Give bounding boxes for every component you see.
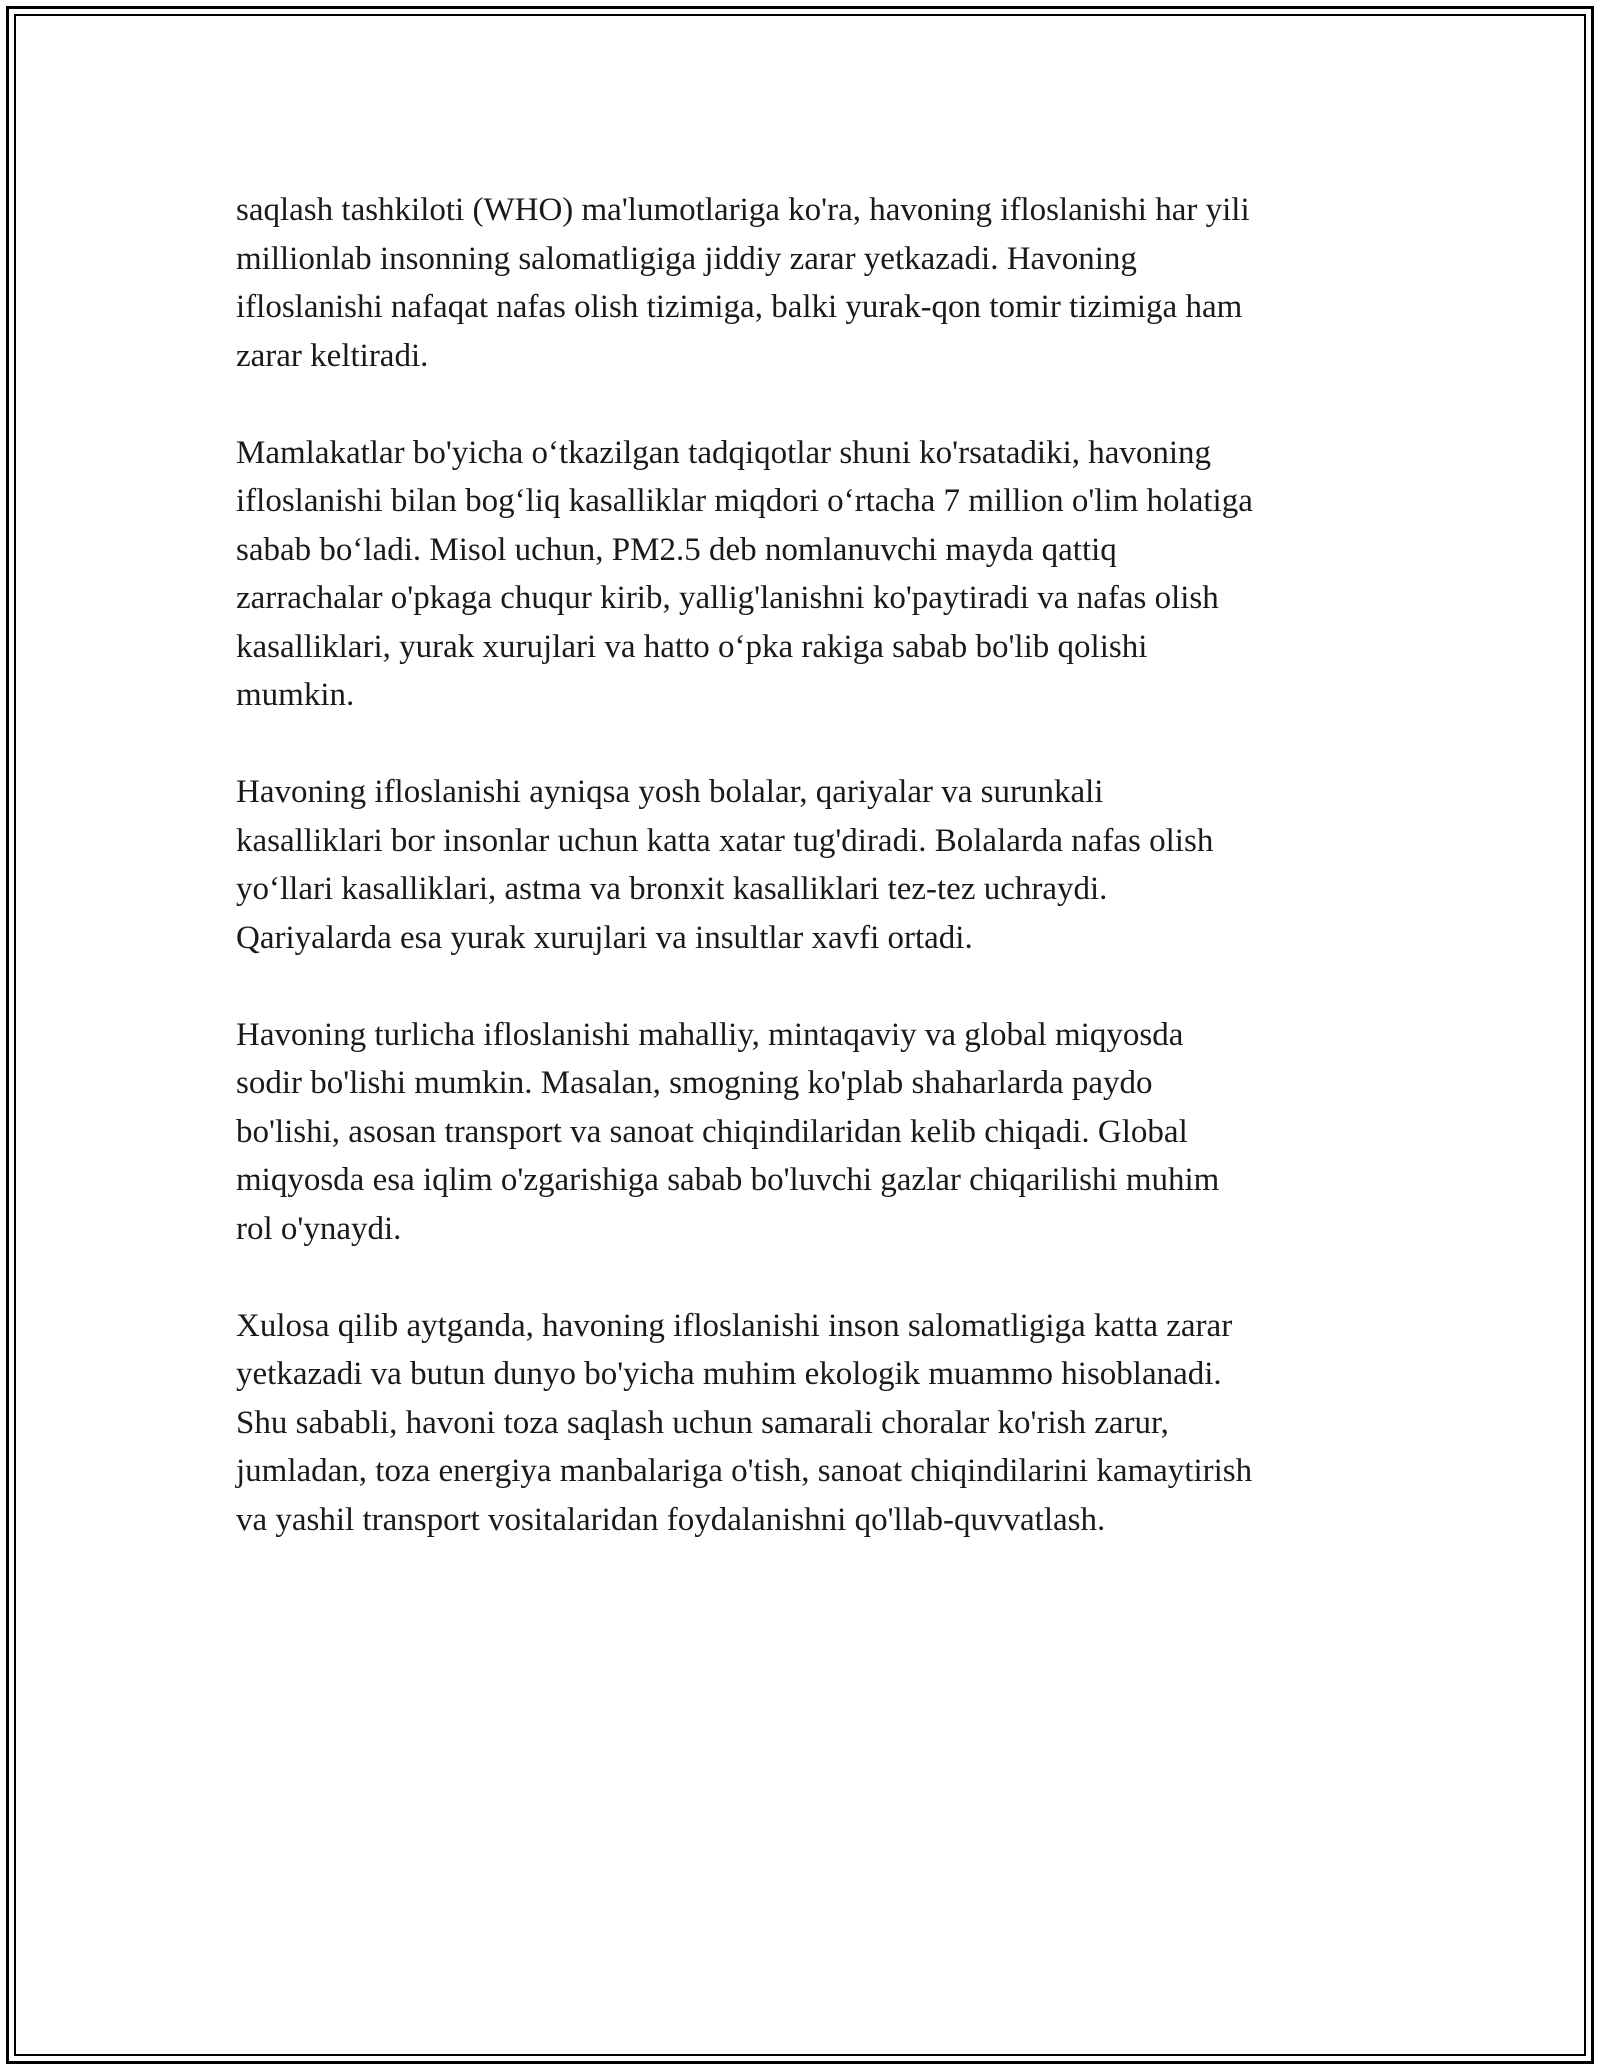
text-line: saqlash tashkiloti (WHO) ma'lumotlariga ko'ra, havoning ifloslanishi har yili (236, 192, 1250, 228)
text-line: kasalliklari, yurak xurujlari va hatto o‘pka rakiga sabab bo'lib qolishi (236, 628, 1148, 665)
text-line: zarar keltiradi. (236, 337, 429, 374)
paragraph (236, 1011, 1386, 1254)
text-line: yo‘llari kasalliklari, astma va bronxit kasalliklari tez-tez uchraydi. (236, 871, 1108, 907)
text-line: sabab bo‘ladi. Misol uchun, PM2.5 deb nomlanuvchi mayda qattiq (236, 531, 1117, 568)
text-line: Mamlakatlar bo'yicha o‘tkazilgan tadqiqotlar shuni ko'rsatadiki, havoning (236, 434, 1212, 471)
text-line: ifloslanishi nafaqat nafas olish tizimiga, balki yurak-qon tomir tizimiga ham (236, 289, 1243, 325)
text-line: Havoning ifloslanishi ayniqsa yosh bolalar, qariyalar va surunkali (236, 774, 1104, 810)
text-line: miqyosda esa iqlim o'zgarishiga sabab bo'luvchi gazlar chiqarilishi muhim (236, 1162, 1220, 1198)
text-line: yetkazadi va butun dunyo bo'yicha muhim ekologik muammo hisoblanadi. (236, 1356, 1222, 1392)
paragraph (236, 429, 1386, 720)
text-line: kasalliklari bor insonlar uchun katta xatar tug'diradi. Bolalarda nafas olish (236, 822, 1214, 859)
paragraph (236, 1302, 1386, 1545)
text-line: jumladan, toza energiya manbalariga o'tish, sanoat chiqindilarini kamaytirish (236, 1453, 1253, 1489)
text-line: Shu sababli, havoni toza saqlash uchun samarali choralar ko'rish zarur, (236, 1404, 1169, 1441)
text-line: millionlab insonning salomatligiga jiddiy zarar yetkazadi. Havoning (236, 240, 1137, 277)
paragraph (236, 186, 1386, 380)
text-line: Havoning turlicha ifloslanishi mahalliy, mintaqaviy va global miqyosda (236, 1016, 1184, 1053)
text-line: va yashil transport vositalaridan foydalanishni qo'llab-quvvatlash. (236, 1501, 1106, 1538)
text-line: sodir bo'lishi mumkin. Masalan, smogning ko'plab shaharlarda paydo (236, 1065, 1153, 1101)
document-body (236, 186, 1386, 1544)
text-line: Xulosa qilib aytganda, havoning ifloslanishi inson salomatligiga katta zarar (236, 1307, 1233, 1344)
text-line: mumkin. (236, 677, 355, 713)
text-line: ifloslanishi bilan bog‘liq kasalliklar miqdori o‘rtacha 7 million o'lim holatiga (236, 483, 1253, 519)
paragraph (236, 768, 1386, 962)
text-line: Qariyalarda esa yurak xurujlari va insultlar xavfi ortadi. (236, 919, 973, 956)
text-line: zarrachalar o'pkaga chuqur kirib, yallig'lanishni ko'paytiradi va nafas olish (236, 580, 1219, 616)
text-line: rol o'ynaydi. (236, 1210, 402, 1247)
text-line: bo'lishi, asosan transport va sanoat chiqindilaridan kelib chiqadi. Global (236, 1113, 1188, 1150)
